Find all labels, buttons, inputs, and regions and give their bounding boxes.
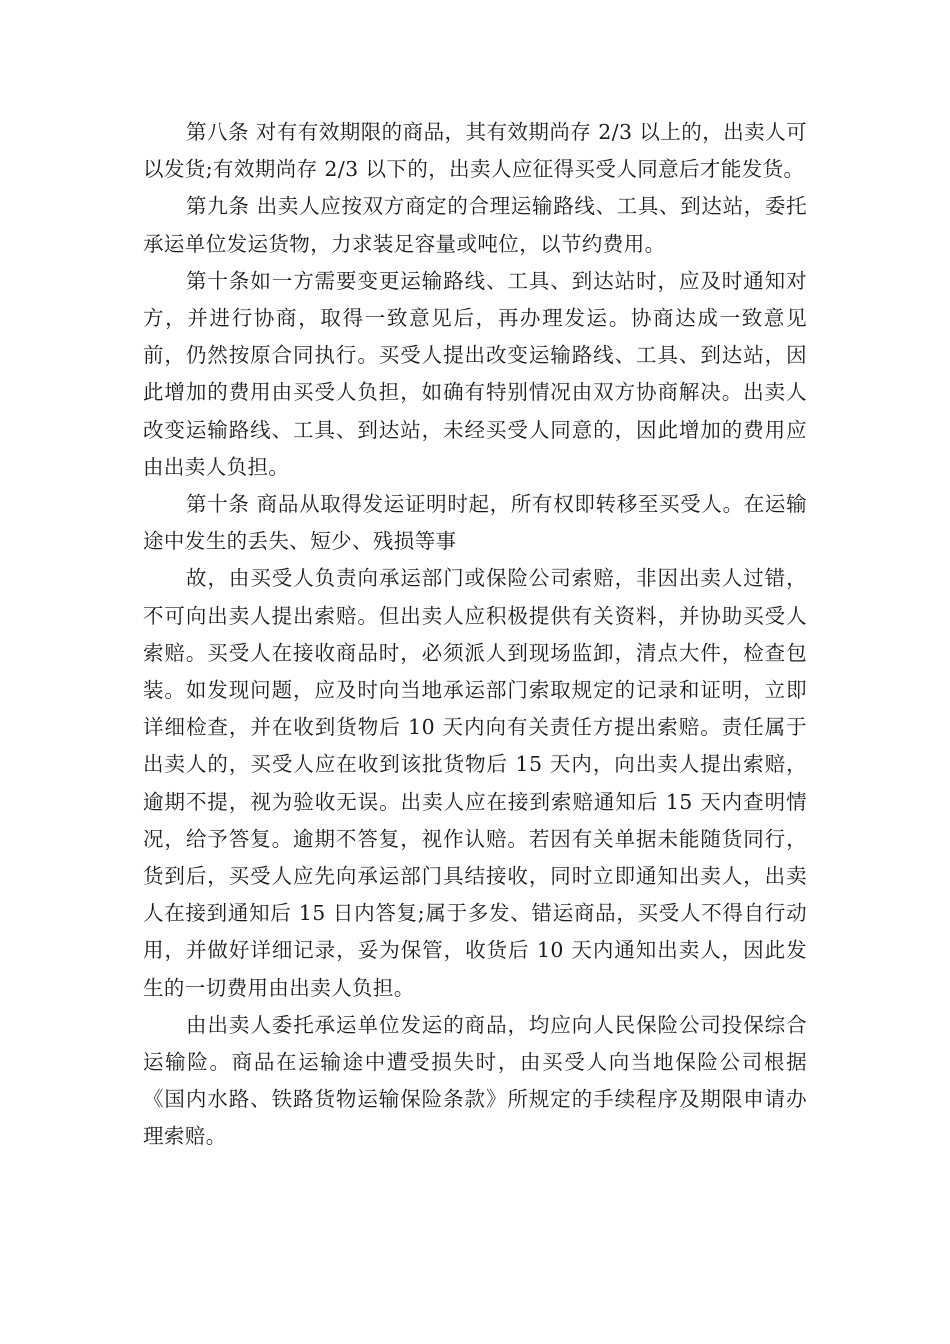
document-body	[143, 114, 807, 1156]
paragraph-article-10-route-change: 第十条如一方需要变更运输路线、工具、到达站时，应及时通知对方，并进行协商，取得一致意见后，再办理发运。协商达成一致意见前，仍然按原合同执行。买受人提出改变运输路线、工具、到达站，因此增加的费用由买受人负担，如确有特别情况由双方协商解决。出卖人改变运输路线、工具、到达站，未经买受人同意的，因此增加的费用应由出卖人负担。	[143, 268, 807, 479]
paragraph-article-8: 第八条 对有有效期限的商品，其有效期尚存 2/3 以上的，出卖人可以发货;有效期尚存 2/3 以下的，出卖人应征得买受人同意后才能发货。	[143, 120, 807, 182]
paragraph-article-9: 第九条 出卖人应按双方商定的合理运输路线、工具、到达站，委托承运单位发运货物，力求装足容量或吨位，以节约费用。	[143, 194, 807, 256]
paragraph-claims: 故，由买受人负责向承运部门或保险公司索赔，非因出卖人过错，不可向出卖人提出索赔。但出卖人应积极提供有关资料，并协助买受人索赔。买受人在接收商品时，必须派人到现场监卸，清点大件，检查包装。如发现问题，应及时向当地承运部门索取规定的记录和证明，立即详细检查，并在收到货物后 10 天内向有关责任方提出索赔。责任属于出卖人的，买受人应在收到该批货物后 15 天内，向出卖人提出索赔，逾期不提，视为验收无误。出卖人应在接到索赔通知后 15 天内查明情况，给予答复。逾期不答复，视作认赔。若因有关单据未能随货同行，货到后，买受人应先向承运部门具结接收，同时立即通知出卖人，出卖人在接到通知后 15 日内答复;属于多发、错运商品，买受人不得自行动用，并做好详细记录，妥为保管，收货后 10 天内通知出卖人，因此发生的一切费用由出卖人负担。	[143, 566, 807, 1000]
paragraph-article-10-ownership: 第十条 商品从取得发运证明时起，所有权即转移至买受人。在运输途中发生的丢失、短少、残损等事	[143, 492, 807, 554]
paragraph-insurance: 由出卖人委托承运单位发运的商品，均应向人民保险公司投保综合运输险。商品在运输途中遭受损失时，由买受人向当地保险公司根据《国内水路、铁路货物运输保险条款》所规定的手续程序及期限申请办理索赔。	[143, 1012, 807, 1149]
